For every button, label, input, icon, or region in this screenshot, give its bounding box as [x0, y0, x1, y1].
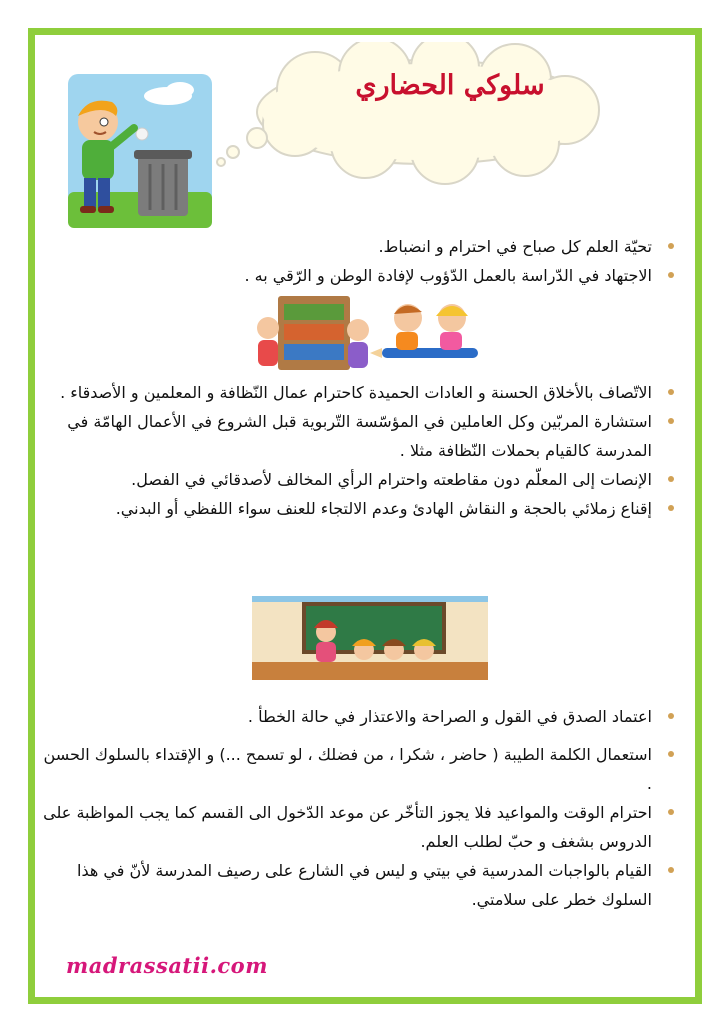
bullet-icon	[668, 243, 674, 249]
rules-block-2	[40, 378, 660, 523]
boy-trash-illustration	[68, 74, 212, 228]
rules-block-3	[40, 702, 660, 731]
bullet-icon	[668, 713, 674, 719]
list-item: الاتّصاف بالأخلاق الحسنة و العادات الحميدة كاحترام عمال النّظافة و المعلمين و الأصدقاء .	[40, 378, 660, 407]
list-item: الاجتهاد في الدّراسة بالعمل الدّؤوب لإفادة الوطن و الرّقي به .	[40, 261, 660, 290]
title-cloud	[205, 42, 625, 192]
children-reading-illustration	[250, 294, 490, 376]
bullet-icon	[668, 476, 674, 482]
list-item: استعمال الكلمة الطيبة ( حاضر ، شكرا ، من فضلك ، لو تسمح ...) و الإقتداء بالسلوك الحسن .	[40, 740, 660, 798]
bullet-icon	[668, 418, 674, 424]
list-item: تحيّة العلم كل صباح في احترام و انضباط.	[40, 232, 660, 261]
list-item: احترام الوقت والمواعيد فلا يجوز التأخّر عن موعد الدّخول الى القسم كما يجب المواظبة على الدروس بشغف و حبّ لطلب العلم.	[40, 798, 660, 856]
list-item: اعتماد الصدق في القول و الصراحة والاعتذار في حالة الخطأ .	[40, 702, 660, 731]
bullet-icon	[668, 272, 674, 278]
bullet-icon	[668, 505, 674, 511]
bullet-icon	[668, 809, 674, 815]
list-item: القيام بالواجبات المدرسية في بيتي و ليس في الشارع على رصيف المدرسة لأنّ في هذا السلوك خطر على سلامتي.	[40, 856, 660, 914]
page-title: سلوكي الحضاري	[355, 70, 545, 101]
bullet-icon	[668, 751, 674, 757]
classroom-illustration	[252, 596, 488, 680]
list-item: إقناع زملائي بالحجة و النقاش الهادئ وعدم الالتجاء للعنف سواء اللفظي أو البدني.	[40, 494, 660, 523]
site-watermark[interactable]: madrassatii.com	[66, 953, 268, 978]
bullet-icon	[668, 867, 674, 873]
list-item: الإنصات إلى المعلّم دون مقاطعته واحترام الرأي المخالف لأصدقائي في الفصل.	[40, 465, 660, 494]
rules-block-1	[40, 232, 660, 290]
bullet-icon	[668, 389, 674, 395]
rules-block-4	[40, 740, 660, 914]
list-item: استشارة المربّين وكل العاملين في المؤسّسة التّربوية قبل الشروع في الأعمال الهامّة في المدرسة كالقيام بحملات النّظافة مثلا .	[40, 407, 660, 465]
